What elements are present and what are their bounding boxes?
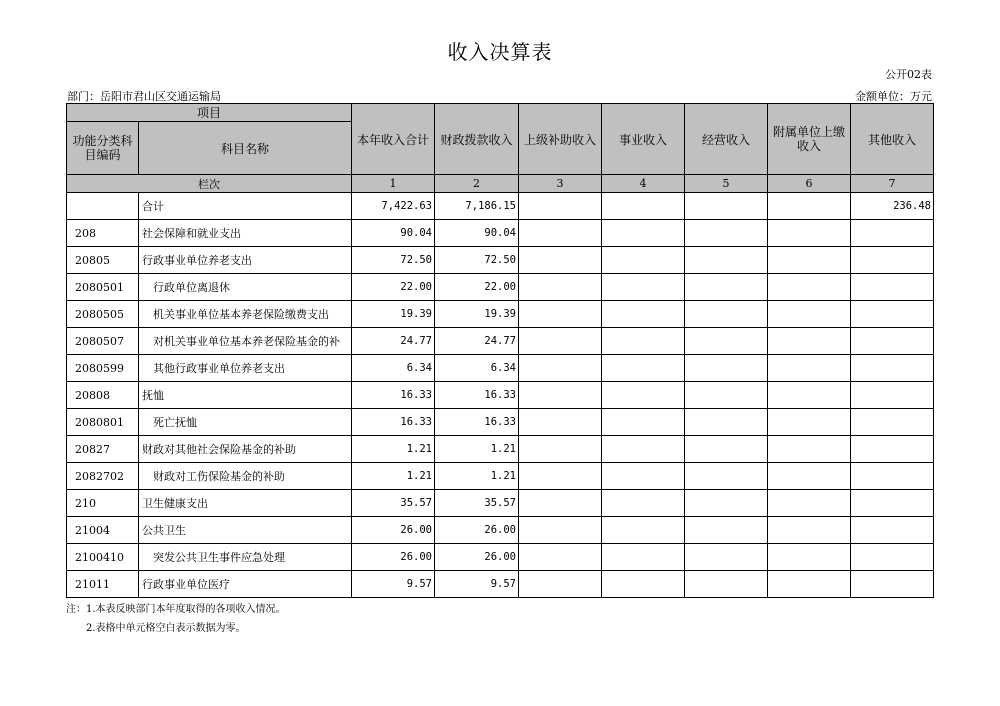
amount-cell-col-5 [685,409,768,436]
amount-cell-col-7 [851,409,934,436]
amount-cell-col-3 [519,544,602,571]
amount-cell-col-3 [519,436,602,463]
amount-cell-col-3 [519,490,602,517]
amount-cell-col-5 [685,490,768,517]
subject-code-cell: 2080501 [67,274,139,301]
header-col-6: 附属单位上缴收入 [768,104,851,175]
amount-cell-col-6 [768,220,851,247]
amount-cell-col-6 [768,571,851,598]
amount-cell-col-2: 16.33 [435,382,519,409]
amount-cell-col-6 [768,247,851,274]
amount-cell-col-5 [685,328,768,355]
amount-cell-col-2: 9.57 [435,571,519,598]
amount-cell-col-2: 1.21 [435,463,519,490]
amount-cell-col-4 [602,517,685,544]
amount-cell-col-2: 6.34 [435,355,519,382]
amount-cell-col-3 [519,193,602,220]
amount-cell-col-4 [602,193,685,220]
amount-cell-col-1: 35.57 [352,490,435,517]
subject-code-cell: 2080507 [67,328,139,355]
col-no-6: 6 [768,175,851,193]
amount-cell-col-1: 19.39 [352,301,435,328]
amount-cell-col-4 [602,247,685,274]
amount-cell-col-2: 26.00 [435,517,519,544]
amount-cell-col-1: 16.33 [352,382,435,409]
subject-name-cell: 抚恤 [139,382,352,409]
amount-cell-col-4 [602,436,685,463]
amount-cell-col-5 [685,247,768,274]
amount-cell-col-4 [602,328,685,355]
amount-cell-col-6 [768,301,851,328]
table-row [67,247,934,274]
amount-cell-col-6 [768,274,851,301]
amount-cell-col-7 [851,436,934,463]
header-func-code: 功能分类科目编码 [67,122,139,175]
amount-cell-col-4 [602,571,685,598]
amount-unit-label: 金额单位：万元 [855,90,932,103]
amount-cell-col-3 [519,247,602,274]
amount-cell-col-6 [768,355,851,382]
header-col-2: 财政拨款收入 [435,104,519,175]
table-row [67,274,934,301]
subject-name-cell: 死亡抚恤 [139,409,352,436]
subject-name-cell: 合计 [139,193,352,220]
amount-cell-col-4 [602,463,685,490]
table-row [67,463,934,490]
amount-cell-col-7 [851,328,934,355]
header-col-5: 经营收入 [685,104,768,175]
amount-cell-col-3 [519,409,602,436]
amount-cell-col-5 [685,301,768,328]
amount-cell-col-3 [519,301,602,328]
amount-cell-col-4 [602,382,685,409]
amount-cell-col-1: 72.50 [352,247,435,274]
amount-cell-col-2: 19.39 [435,301,519,328]
amount-cell-col-7 [851,517,934,544]
subject-name-cell: 财政对工伤保险基金的补助 [139,463,352,490]
amount-cell-col-3 [519,463,602,490]
amount-cell-col-2: 24.77 [435,328,519,355]
amount-cell-col-7 [851,301,934,328]
subject-name-cell: 行政单位离退休 [139,274,352,301]
table-row [67,436,934,463]
amount-cell-col-1: 26.00 [352,544,435,571]
subject-name-cell: 行政事业单位医疗 [139,571,352,598]
amount-cell-col-3 [519,220,602,247]
table-row [67,220,934,247]
amount-cell-col-5 [685,571,768,598]
amount-cell-col-6 [768,409,851,436]
header-col-7: 其他收入 [851,104,934,175]
amount-cell-col-1: 22.00 [352,274,435,301]
header-subject-name: 科目名称 [139,122,352,175]
amount-cell-col-7 [851,220,934,247]
amount-cell-col-3 [519,382,602,409]
amount-cell-col-1: 9.57 [352,571,435,598]
amount-cell-col-5 [685,517,768,544]
subject-name-cell: 其他行政事业单位养老支出 [139,355,352,382]
subject-name-cell: 机关事业单位基本养老保险缴费支出 [139,301,352,328]
header-col-4: 事业收入 [602,104,685,175]
header-item: 项目 [67,104,352,122]
amount-cell-col-7: 236.48 [851,193,934,220]
note-2: 2.表格中单元格空白表示数据为零。 [86,623,246,634]
amount-cell-col-2: 16.33 [435,409,519,436]
amount-cell-col-4 [602,301,685,328]
col-no-3: 3 [519,175,602,193]
table-row [67,517,934,544]
amount-cell-col-7 [851,463,934,490]
subject-code-cell: 2080599 [67,355,139,382]
amount-cell-col-7 [851,571,934,598]
amount-cell-col-1: 16.33 [352,409,435,436]
amount-cell-col-3 [519,355,602,382]
header-col-1: 本年收入合计 [352,104,435,175]
subject-code-cell: 21004 [67,517,139,544]
amount-cell-col-3 [519,571,602,598]
amount-cell-col-2: 35.57 [435,490,519,517]
note-1: 注：1.本表反映部门本年度取得的各项收入情况。 [66,604,286,615]
amount-cell-col-5 [685,436,768,463]
amount-cell-col-1: 1.21 [352,463,435,490]
subject-code-cell: 21011 [67,571,139,598]
amount-cell-col-7 [851,247,934,274]
amount-cell-col-1: 6.34 [352,355,435,382]
amount-cell-col-6 [768,463,851,490]
header-col-label: 栏次 [67,175,352,193]
table-row [67,382,934,409]
subject-code-cell: 2082702 [67,463,139,490]
subject-name-cell: 财政对其他社会保险基金的补助 [139,436,352,463]
form-number: 公开02表 [885,68,932,81]
amount-cell-col-6 [768,517,851,544]
subject-code-cell: 208 [67,220,139,247]
subject-name-cell: 卫生健康支出 [139,490,352,517]
amount-cell-col-7 [851,490,934,517]
table-row [67,193,934,220]
amount-cell-col-1: 90.04 [352,220,435,247]
amount-cell-col-1: 1.21 [352,436,435,463]
amount-cell-col-5 [685,274,768,301]
amount-cell-col-1: 7,422.63 [352,193,435,220]
subject-code-cell [67,193,139,220]
col-no-2: 2 [435,175,519,193]
subject-code-cell: 20827 [67,436,139,463]
amount-cell-col-3 [519,517,602,544]
amount-cell-col-6 [768,193,851,220]
subject-name-cell: 社会保障和就业支出 [139,220,352,247]
amount-cell-col-4 [602,409,685,436]
col-no-5: 5 [685,175,768,193]
subject-name-cell: 突发公共卫生事件应急处理 [139,544,352,571]
subject-code-cell: 2080505 [67,301,139,328]
col-no-7: 7 [851,175,934,193]
subject-code-cell: 2080801 [67,409,139,436]
amount-cell-col-3 [519,328,602,355]
amount-cell-col-2: 7,186.15 [435,193,519,220]
income-table [66,103,934,598]
amount-cell-col-2: 72.50 [435,247,519,274]
table-row [67,571,934,598]
subject-name-cell: 对机关事业单位基本养老保险基金的补 [139,328,352,355]
amount-cell-col-7 [851,544,934,571]
col-no-1: 1 [352,175,435,193]
amount-cell-col-6 [768,382,851,409]
amount-cell-col-2: 22.00 [435,274,519,301]
table-row [67,409,934,436]
amount-cell-col-2: 26.00 [435,544,519,571]
table-row [67,490,934,517]
page-title: 收入决算表 [447,40,553,64]
amount-cell-col-5 [685,193,768,220]
amount-cell-col-5 [685,382,768,409]
amount-cell-col-6 [768,436,851,463]
amount-cell-col-1: 26.00 [352,517,435,544]
amount-cell-col-4 [602,490,685,517]
subject-name-cell: 公共卫生 [139,517,352,544]
amount-cell-col-5 [685,544,768,571]
department-label: 部门：岳阳市君山区交通运输局 [67,90,221,103]
amount-cell-col-6 [768,328,851,355]
notes [66,600,286,638]
subject-name-cell: 行政事业单位养老支出 [139,247,352,274]
table-row [67,355,934,382]
amount-cell-col-6 [768,490,851,517]
amount-cell-col-1: 24.77 [352,328,435,355]
amount-cell-col-5 [685,463,768,490]
col-no-4: 4 [602,175,685,193]
table-row [67,328,934,355]
subject-code-cell: 210 [67,490,139,517]
amount-cell-col-7 [851,355,934,382]
amount-cell-col-7 [851,382,934,409]
amount-cell-col-4 [602,274,685,301]
amount-cell-col-2: 90.04 [435,220,519,247]
subject-code-cell: 2100410 [67,544,139,571]
amount-cell-col-2: 1.21 [435,436,519,463]
amount-cell-col-5 [685,355,768,382]
subject-code-cell: 20805 [67,247,139,274]
header-col-3: 上级补助收入 [519,104,602,175]
amount-cell-col-4 [602,544,685,571]
amount-cell-col-6 [768,544,851,571]
table-row [67,301,934,328]
amount-cell-col-7 [851,274,934,301]
subject-code-cell: 20808 [67,382,139,409]
table-row [67,544,934,571]
amount-cell-col-4 [602,220,685,247]
amount-cell-col-3 [519,274,602,301]
amount-cell-col-5 [685,220,768,247]
amount-cell-col-4 [602,355,685,382]
